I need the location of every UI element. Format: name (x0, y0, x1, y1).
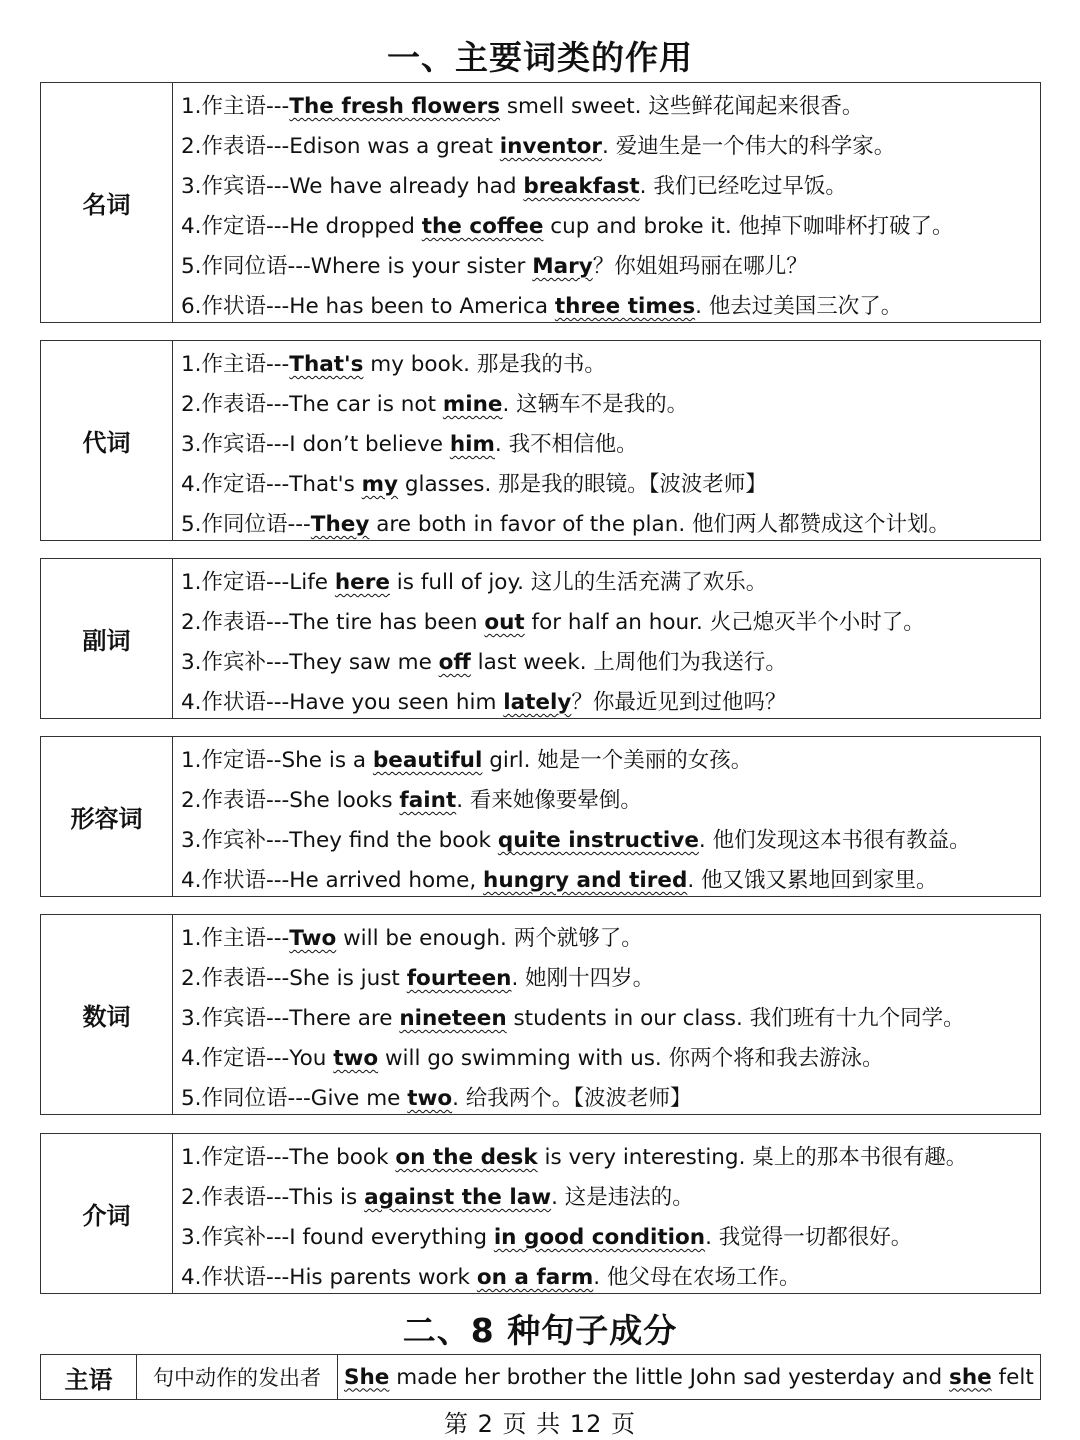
row-prefix: 4.作定语---You (181, 1046, 334, 1071)
example-row (181, 345, 1040, 385)
example-row (181, 919, 1040, 959)
row-prefix: 5.作同位语---Give me (181, 1086, 408, 1111)
row-prefix: 1.作定语---Life (181, 570, 335, 595)
row-prefix: 3.作宾补---They find the book (181, 828, 498, 853)
row-prefix: 1.作主语--- (181, 94, 290, 119)
row-prefix: 1.作主语--- (181, 352, 290, 377)
row-prefix: 2.作表语---This is (181, 1185, 365, 1210)
example-row (181, 465, 1040, 505)
example-mid: made her brother the little John sad yesterday and (389, 1364, 950, 1390)
row-highlight: on a farm (476, 1265, 594, 1290)
example-row (181, 683, 1040, 723)
row-rest: students in our class. 我们班有十九个同学。 (506, 1006, 965, 1031)
row-rest: for half an hour. 火己熄灭半个小时了。 (524, 610, 925, 635)
row-highlight: faint (399, 788, 457, 813)
example-row (181, 247, 1040, 287)
table-numeral (40, 914, 1041, 1115)
row-prefix: 2.作表语---The car is not (181, 392, 443, 417)
row-rest: . 给我两个。【波波老师】 (452, 1086, 692, 1111)
row-prefix: 3.作宾补---I found everything (181, 1225, 494, 1250)
row-rest: is full of joy. 这儿的生活充满了欢乐。 (389, 570, 768, 595)
example-row (181, 1079, 1040, 1119)
section-2-title: 二、8 种句子成分 (402, 1311, 678, 1350)
row-rest: . 他们发现这本书很有教益。 (698, 828, 971, 853)
row-rest: . 看来她像要晕倒。 (456, 788, 642, 813)
example-row (181, 959, 1040, 999)
row-prefix: 1.作定语---The book (181, 1145, 396, 1170)
row-rest: last week. 上周他们为我送行。 (470, 650, 787, 675)
example-row (181, 781, 1040, 821)
example-row (181, 385, 1040, 425)
example-row (181, 207, 1040, 247)
example-row (181, 425, 1040, 465)
category-label: 副词 (41, 559, 173, 718)
table-noun (40, 82, 1041, 323)
table-pronoun (40, 340, 1041, 541)
row-rest: cup and broke it. 他掉下咖啡杯打破了。 (543, 214, 954, 239)
example-row (181, 87, 1040, 127)
row-rest: smell sweet. 这些鲜花闻起来很香。 (500, 94, 864, 119)
row-prefix: 4.作状语---He arrived home, (181, 868, 484, 893)
example-row (181, 603, 1040, 643)
row-highlight: Mary (532, 254, 593, 279)
row-prefix: 3.作宾语---I don’t believe (181, 432, 450, 457)
row-highlight: Two (289, 926, 337, 951)
example-row (181, 1218, 1040, 1258)
example-row (181, 1178, 1040, 1218)
component-label: 主语 (41, 1355, 137, 1399)
row-prefix: 2.作表语---The tire has been (181, 610, 485, 635)
example-rows (173, 1134, 1040, 1293)
table-preposition (40, 1133, 1041, 1294)
component-example (338, 1355, 1040, 1399)
row-prefix: 2.作表语---She is just (181, 966, 407, 991)
row-highlight: mine (442, 392, 503, 417)
example-row (181, 127, 1040, 167)
components-table (40, 1354, 1041, 1400)
row-prefix: 4.作定语---He dropped (181, 214, 422, 239)
example-rows (173, 915, 1040, 1114)
row-highlight: beautiful (372, 748, 483, 773)
example-rows (173, 83, 1040, 322)
row-prefix: 6.作状语---He has been to America (181, 294, 555, 319)
row-highlight: That's (289, 352, 364, 377)
row-rest: . 这是违法的。 (551, 1185, 694, 1210)
row-prefix: 4.作状语---Have you seen him (181, 690, 504, 715)
example-end: felt (991, 1364, 1034, 1390)
row-prefix: 1.作定语--She is a (181, 748, 373, 773)
row-highlight: the coffee (421, 214, 544, 239)
row-highlight: quite instructive (497, 828, 699, 853)
example-rows (173, 559, 1040, 718)
example-row (181, 1258, 1040, 1298)
category-label: 形容词 (41, 737, 173, 896)
row-rest: . 我不相信他。 (494, 432, 638, 457)
row-rest: will be enough. 两个就够了。 (336, 926, 643, 951)
example-row (181, 861, 1040, 901)
row-highlight: two (407, 1086, 453, 1111)
row-prefix: 3.作宾补---They saw me (181, 650, 439, 675)
example-bold-1: She (344, 1364, 390, 1390)
row-rest: . 她刚十四岁。 (511, 966, 655, 991)
category-label: 名词 (41, 83, 173, 322)
example-row (181, 1039, 1040, 1079)
row-rest: . 他父母在农场工作。 (593, 1265, 801, 1290)
row-highlight: three times (554, 294, 696, 319)
row-highlight: The fresh flowers (289, 94, 501, 119)
row-rest: will go swimming with us. 你两个将和我去游泳。 (378, 1046, 884, 1071)
row-rest: . 我们已经吃过早饭。 (639, 174, 847, 199)
row-highlight: off (438, 650, 471, 675)
row-highlight: breakfast (523, 174, 640, 199)
page-footer: 第 2 页 共 12 页 (444, 1410, 636, 1438)
row-highlight: here (334, 570, 390, 595)
row-highlight: fourteen (406, 966, 512, 991)
example-rows (173, 737, 1040, 896)
row-highlight: two (333, 1046, 379, 1071)
example-row (181, 643, 1040, 683)
table-adverb (40, 558, 1041, 719)
component-desc: 句中动作的发出者 (137, 1355, 338, 1399)
row-rest: ？你最近见到过他吗？ (571, 690, 787, 715)
row-highlight: in good condition (493, 1225, 706, 1250)
row-highlight: out (484, 610, 525, 635)
row-rest: girl. 她是一个美丽的女孩。 (482, 748, 753, 773)
example-row (181, 821, 1040, 861)
row-highlight: him (449, 432, 495, 457)
row-highlight: my (361, 472, 399, 497)
row-rest: . 爱迪生是一个伟大的科学家。 (602, 134, 896, 159)
section-1-title: 一、主要词类的作用 (387, 38, 693, 77)
row-highlight: lately (503, 690, 572, 715)
example-rows (173, 341, 1040, 540)
row-rest: . 我觉得一切都很好。 (705, 1225, 913, 1250)
example-row (181, 563, 1040, 603)
row-prefix: 2.作表语---Edison was a great (181, 134, 500, 159)
row-prefix: 5.作同位语---Where is your sister (181, 254, 533, 279)
row-prefix: 3.作宾语---We have already had (181, 174, 524, 199)
row-highlight: nineteen (399, 1006, 507, 1031)
row-prefix: 4.作定语---That's (181, 472, 362, 497)
example-row (181, 1138, 1040, 1178)
row-rest: are both in favor of the plan. 他们两人都赞成这个计划。 (369, 512, 951, 537)
row-prefix: 3.作宾语---There are (181, 1006, 400, 1031)
example-row (181, 287, 1040, 327)
row-rest: ？你姐姐玛丽在哪儿？ (592, 254, 808, 279)
category-label: 数词 (41, 915, 173, 1114)
row-rest: . 这辆车不是我的。 (502, 392, 689, 417)
row-prefix: 2.作表语---She looks (181, 788, 400, 813)
example-row (181, 505, 1040, 545)
example-row (181, 999, 1040, 1039)
row-prefix: 5.作同位语--- (181, 512, 311, 537)
row-prefix: 4.作状语---His parents work (181, 1265, 477, 1290)
row-highlight: on the desk (395, 1145, 538, 1170)
example-row (181, 741, 1040, 781)
row-prefix: 1.作主语--- (181, 926, 290, 951)
row-highlight: inventor (499, 134, 603, 159)
example-row (181, 167, 1040, 207)
table-adjective (40, 736, 1041, 897)
row-rest: . 他去过美国三次了。 (695, 294, 903, 319)
row-highlight: against the law (364, 1185, 552, 1210)
row-rest: my book. 那是我的书。 (363, 352, 606, 377)
row-rest: . 他又饿又累地回到家里。 (687, 868, 938, 893)
row-rest: is very interesting. 桌上的那本书很有趣。 (537, 1145, 968, 1170)
row-rest: glasses. 那是我的眼镜。【波波老师】 (398, 472, 767, 497)
example-bold-2: she (949, 1364, 992, 1390)
category-label: 介词 (41, 1134, 173, 1293)
row-highlight: They (310, 512, 370, 537)
row-highlight: hungry and tired (483, 868, 688, 893)
category-label: 代词 (41, 341, 173, 540)
